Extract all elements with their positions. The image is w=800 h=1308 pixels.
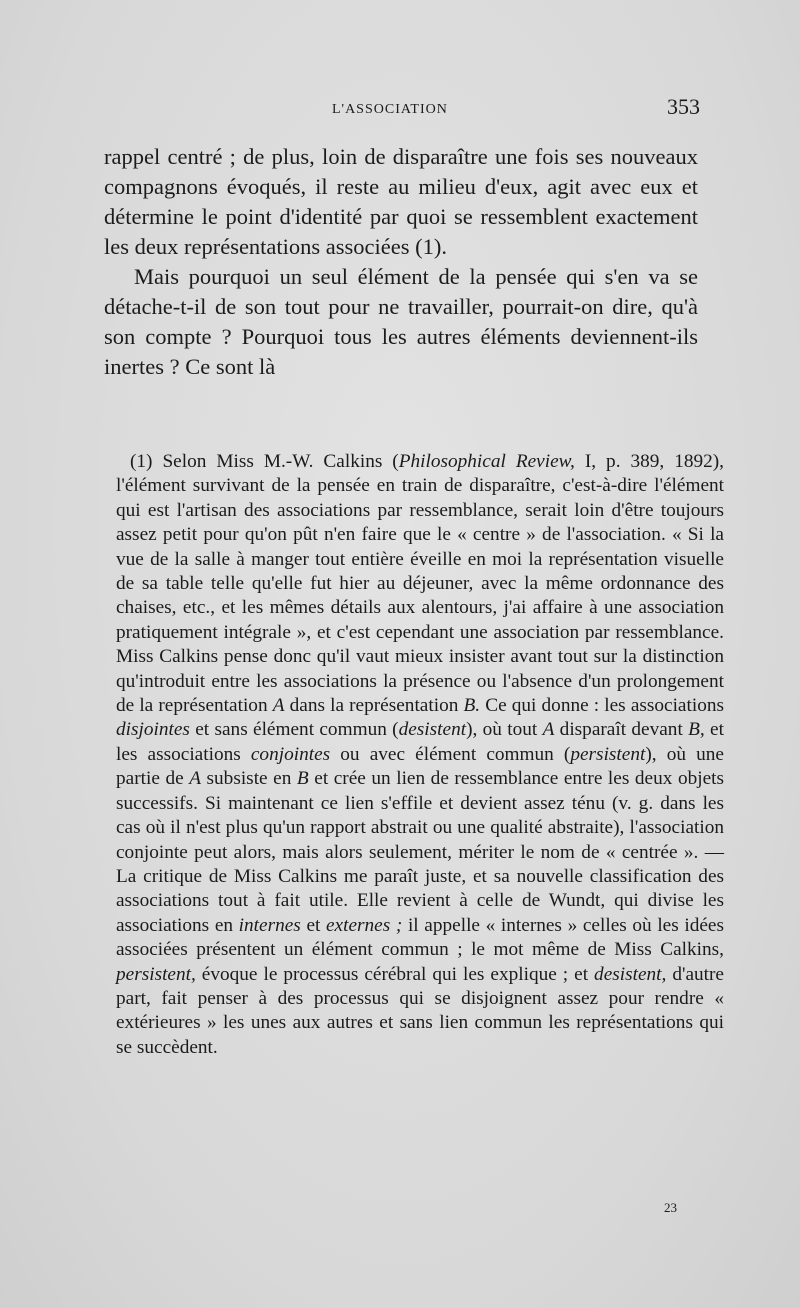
footnote-text: et sans élément commun ( — [189, 719, 399, 741]
footnote-text: il appelle « internes » celles où les idées associées présentent un élément commun ; le mot même de Miss Calkins, — [116, 914, 724, 961]
signature-mark: 23 — [664, 1200, 677, 1215]
main-text — [104, 142, 698, 382]
footnote-italic: A — [542, 719, 555, 741]
footnote — [116, 450, 724, 1060]
footnote-italic: B. — [463, 695, 481, 717]
footnote-text: ou avec élément commun ( — [330, 743, 571, 765]
footnote-italic: persistent, — [116, 963, 196, 985]
footnote-italic: desistent — [398, 719, 467, 741]
footnote-italic: externes ; — [326, 914, 403, 936]
footnote-text: ), où une partie de — [116, 743, 724, 790]
footnote-italic: A — [272, 695, 285, 717]
footnote-text: subsiste en — [200, 768, 297, 790]
running-title: L'ASSOCIATION — [332, 102, 448, 117]
paragraph-2: Mais pourquoi un seul élément de la pensée qui s'en va se détache-t-il de son tout pour ne travailler, pourrait-on dire, qu'à son compte ? Pourquoi tous les autres éléments deviennent-ils inertes ? Ce sont là — [104, 264, 698, 379]
footnote-text: et les associations — [116, 719, 724, 765]
footnote-text: (1) Selon Miss M.-W. Calkins ( — [130, 451, 399, 472]
footnote-text: et — [300, 914, 326, 936]
footnote-italic: Philosophical Review, — [398, 451, 575, 472]
footnote-1 — [116, 450, 724, 1060]
footnote-text: ), où tout — [466, 719, 543, 741]
footnote-italic: persistent — [570, 743, 646, 765]
footnote-text: Ce qui donne : les associations — [480, 695, 724, 717]
footnote-text: et crée un lien de ressemblance entre les deux objets successifs. Si maintenant ce lien s'effile et devient assez ténu (v. g. dans les cas où il n'est plus qu'un rapport abstrait ou une qualité abstraite), l'association conjointe peut alors, mais alors seulement, mériter le nom de « centrée ». — La critique de Miss Calkins me paraît juste, et sa nouvelle classification des associations tout à fait utile. Elle revient à celle de Wundt, qui divise les associations en — [116, 768, 724, 936]
footnote-italic: disjointes — [116, 719, 190, 741]
footnote-italic: A — [189, 768, 201, 790]
footnote-text: évoque le processus cérébral qui les explique ; et — [195, 963, 595, 985]
footnote-text: disparaît devant — [554, 719, 689, 741]
running-head — [100, 94, 700, 122]
footnote-italic: B — [296, 768, 309, 790]
page-number: 353 — [667, 94, 700, 119]
paragraph-1: rappel centré ; de plus, loin de disparaître une fois ses nouveaux compagnons évoqués, il reste au milieu d'eux, agit avec eux et détermine le point d'identité par quoi se ressemblent exactement les deux représentations associées (1). — [104, 144, 698, 259]
footnote-italic: internes — [238, 914, 301, 936]
footnote-italic: B, — [688, 719, 705, 741]
footnote-text: dans la représentation — [284, 695, 464, 717]
footnote-italic: desistent, — [594, 963, 667, 985]
footnote-italic: conjointes — [250, 743, 331, 765]
footnote-text: d'autre part, fait penser à des processus qui se disjoignent assez pour rendre « extérieures » les unes aux autres et sans lien commun les représentations qui se succèdent. — [116, 963, 724, 1058]
footnote-text: I, p. 389, 1892), l'élément survivant de la pensée en train de disparaître, c'est-à-dire l'élément qui est l'artisan des associations par ressemblance, serait loin d'être toujours assez petit pour qu'on pût n'en faire que le « centre » de l'association. « Si la vue de la salle à manger tout entière éveille en moi la représentation visuelle de sa table telle qu'elle fut hier au déjeuner, avec la même ordonnance des chaises, etc., et les mêmes détails aux alentours, j'ai affaire à une association pratiquement intégrale », et c'est cependant une association par ressemblance. Miss Calkins pense donc qu'il vaut mieux insister avant tout sur la distinction qu'introduit entre les associations la présence ou l'absence d'un prolongement de la représentation — [116, 451, 724, 717]
